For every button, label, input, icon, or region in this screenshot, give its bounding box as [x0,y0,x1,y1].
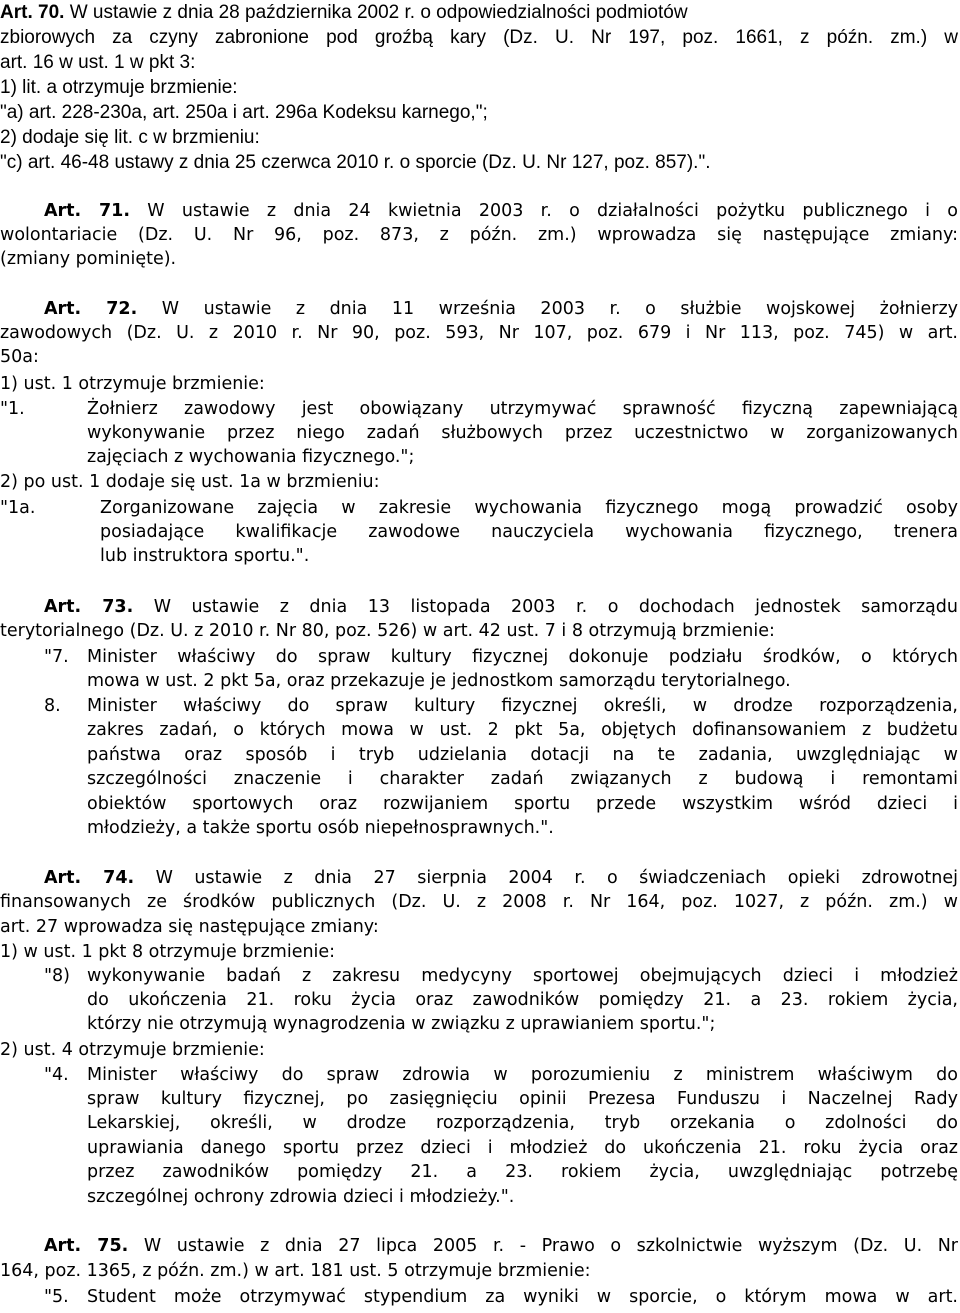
article-text: W ustawie z dnia 24 kwietnia 2003 r. o działalności pożytku publicznego i o [147,201,958,221]
quoted-text: Minister właściwy do spraw kultury fizycznej określi, w drodze rozporządzenia, [87,696,958,716]
quoted-text: "c) art. 46-48 ustawy z dnia 25 czerwca 2010 r. o sporcie (Dz. U. Nr 127, poz. 857).". [0,152,711,173]
paragraph-line: 164, poz. 1365, z późn. zm.) w art. 181 ust. 5 otrzymuje brzmienie: [0,1261,591,1281]
article-number: Art. 71. [44,201,130,221]
paragraph-line: terytorialnego (Dz. U. z 2010 r. Nr 80, poz. 526) w art. 42 ust. 7 i 8 otrzymują brzmienie: [0,621,775,641]
quoted-text: spraw kultury fizycznej, po zasięgnięciu opinii Prezesa Funduszu i Naczelnej Rady [87,1089,958,1109]
list-item: 2) dodaje się lit. c w brzmieniu: [0,127,260,148]
paragraph-line: (zmiany pominięte). [0,249,177,269]
quote-marker: "1a. [0,498,36,518]
paragraph-line: art. 27 wprowadza się następujące zmiany: [0,917,379,937]
quoted-text: wykonywanie badań z zakresu medycyny sportowej obejmujących dzieci i młodzież [87,966,958,986]
article-text: W ustawie z dnia 27 lipca 2005 r. - Prawo o szkolnictwie wyższym (Dz. U. Nr [143,1236,959,1256]
article-70-first-line [0,1,958,25]
paragraph-line: 50a: [0,347,39,367]
quoted-text: mowa w ust. 2 pkt 5a, oraz przekazuje je jednostkom samorządu terytorialnego. [87,671,791,691]
article-74-first-line [44,866,958,890]
quoted-text: którzy nie otrzymują wynagrodzenia w związku z uprawianiem sportu."; [87,1014,716,1034]
article-text: W ustawie z dnia 28 października 2002 r. o odpowiedzialności podmiotów [69,2,688,23]
list-item: 2) po ust. 1 dodaje się ust. 1a w brzmieniu: [0,472,380,492]
article-text: W ustawie z dnia 11 września 2003 r. o służbie wojskowej żołnierzy [161,299,959,319]
article-75-first-line [44,1234,958,1258]
quote-marker: "5. [44,1287,69,1307]
article-number: Art. 75. [44,1236,129,1256]
quoted-text: posiadające kwalifikacje zawodowe nauczyciela wychowania fizycznego, trenera [100,522,958,542]
quoted-text: zakres zadań, o których mowa w ust. 2 pkt 5a, objętych dofinansowaniem z budżetu [87,720,958,740]
quoted-text: wykonywanie przez niego zadań służbowych przez uczestnictwo w zorganizowanych [87,423,958,443]
article-73-first-line [44,595,958,619]
quoted-text: szczególności znaczenie i charakter zadań związanych z budową i remontami [87,769,958,789]
quoted-text: lub instruktora sportu.". [100,546,310,566]
quote-marker: 8. [44,696,61,716]
article-number: Art. 73. [44,597,134,617]
quoted-text: Minister właściwy do spraw zdrowia w porozumieniu z ministrem właściwym do [87,1065,958,1085]
article-number: Art. 74. [44,868,135,888]
paragraph-line: wolontariacie (Dz. U. Nr 96, poz. 873, z późn. zm.) wprowadza się następujące zmiany: [0,225,958,245]
list-item: 1) lit. a otrzymuje brzmienie: [0,77,238,98]
list-item: 1) w ust. 1 pkt 8 otrzymuje brzmienie: [0,942,336,962]
article-text: W ustawie z dnia 13 listopada 2003 r. o dochodach jednostek samorządu [153,597,958,617]
quote-marker: "4. [44,1065,69,1085]
quoted-text: szczególnej ochrony zdrowia dzieci i młodzieży.". [87,1187,515,1207]
quoted-text: Minister właściwy do spraw kultury fizycznej dokonuje podziału środków, o których [87,647,958,667]
article-text: W ustawie z dnia 27 sierpnia 2004 r. o świadczeniach opieki zdrowotnej [155,868,959,888]
quoted-text: państwa oraz sposób i tryb udzielania dotacji na te zadania, uwzględniając w [87,745,958,765]
quoted-text: do ukończenia 21. roku życia oraz zawodników pomiędzy 21. a 23. rokiem życia, [87,990,958,1010]
quote-marker: "7. [44,647,69,667]
quote-marker: "1. [0,399,25,419]
article-number: Art. 70. [0,2,65,23]
article-number: Art. 72. [44,299,138,319]
article-71-first-line [44,199,958,223]
paragraph-line: finansowanych ze środków publicznych (Dz. U. z 2008 r. Nr 164, poz. 1027, z późn. zm.) w [0,892,958,912]
quoted-text: przez zawodników pomiędzy 21. a 23. rokiem życia, uwzględniając potrzebę [87,1162,958,1182]
paragraph-line: art. 16 w ust. 1 w pkt 3: [0,52,196,73]
paragraph-line: zawodowych (Dz. U. z 2010 r. Nr 90, poz. 593, Nr 107, poz. 679 i Nr 113, poz. 745) w art. [0,323,958,343]
paragraph-line: zbiorowych za czyny zabronione pod groźbą kary (Dz. U. Nr 197, poz. 1661, z późn. zm.) w [0,27,958,48]
quoted-text: "a) art. 228-230a, art. 250a i art. 296a Kodeksu karnego,"; [0,102,488,123]
list-item: 2) ust. 4 otrzymuje brzmienie: [0,1040,265,1060]
quoted-text: obiektów sportowych oraz rozwijaniem sportu przede wszystkim wśród dzieci i [87,794,958,814]
list-item: 1) ust. 1 otrzymuje brzmienie: [0,374,265,394]
quoted-text: Zorganizowane zajęcia w zakresie wychowania fizycznego mogą prowadzić osoby [100,498,958,518]
quoted-text: Żołnierz zawodowy jest obowiązany utrzymywać sprawność fizyczną zapewniającą [87,399,958,419]
quoted-text: Lekarskiej, określi, w drodze rozporządzenia, tryb orzekania o zdolności do [87,1113,958,1133]
quoted-text: uprawiania danego sportu przez dzieci i młodzież do ukończenia 21. roku życia oraz [87,1138,958,1158]
quoted-text: zajęciach z wychowania fizycznego."; [87,447,415,467]
quoted-text: młodzieży, a także sportu osób niepełnosprawnych.". [87,818,554,838]
quote-marker: "8) [44,966,71,986]
quoted-text: Student może otrzymywać stypendium za wyniki w sporcie, o którym mowa w art. [87,1287,958,1307]
article-72-first-line [44,297,958,321]
